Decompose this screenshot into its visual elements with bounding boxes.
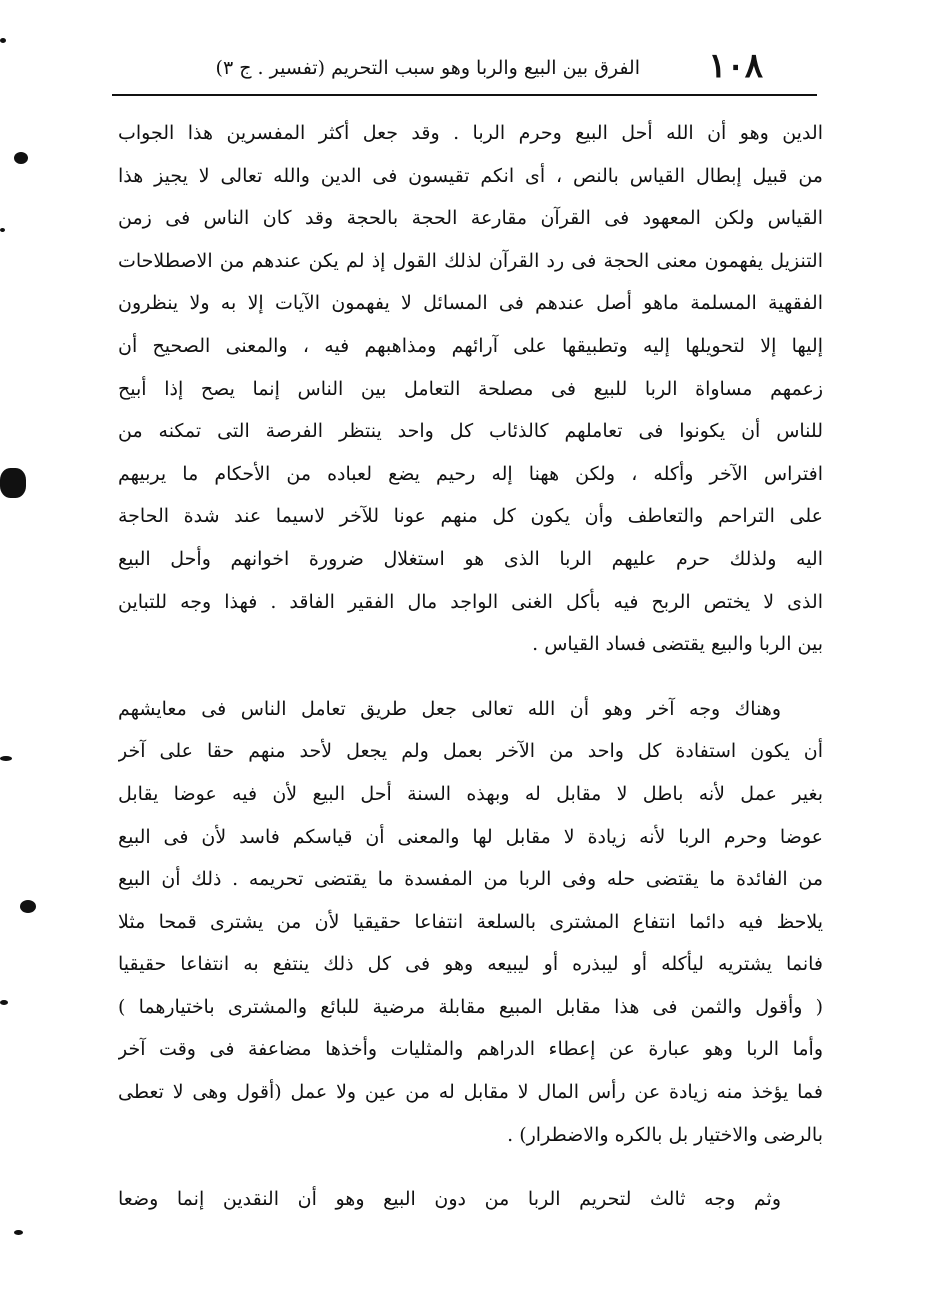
text-line: وهناك وجه آخر وهو أن الله تعالى جعل طريق تعامل الناس فى معايشهم [118,697,781,720]
text-line: الذى لا يختص الربح فيه بأكل الغنى الواجد مال الفقير الفاقد . فهذا وجه للتباين [118,590,823,613]
text-line: ( وأقول والثمن فى هذا مقابل المبيع مقابلة مرضية للبائع والمشترى باختيارهما ) [118,995,823,1018]
header-rule [112,94,817,96]
scan-speck [0,756,12,761]
text-line: إليها إلا لتحويلها إليه وتطبيقها على آرائهم ومذاهبهم فيه ، والمعنى الصحيح أن [118,334,823,357]
scan-speck [0,38,6,43]
paragraph-gap [118,666,823,688]
text-line: التنزيل يفهمون معنى الحجة فى رد القرآن لذلك القول إذ لم يكن عندهم من الاصطلاحات [118,249,823,272]
text-line: وثم وجه ثالث لتحريم الربا من دون البيع وهو أن النقدين إنما وضعا [118,1188,781,1211]
text-line: بالرضى والاختيار بل بالكره والاضطرار) . [507,1123,823,1146]
text-line: يلاحظ فيه دائما انتفاع المشترى بالسلعة انتفاعا حقيقيا لأن من يشترى قمحا مثلا [118,910,823,933]
text-line: بين الربا والبيع يقتضى فساد القياس . [532,633,823,656]
text-line: أن يكون استفادة كل واحد من الآخر بعمل ولم يجعل لأحد منهم حقا على آخر [118,740,823,763]
text-line: بغير عمل لأنه باطل لا مقابل له وبهذه السنة أحل البيع لأن فيه عوضا يقابل [118,782,823,805]
page-number: ١٠٨ [708,46,763,86]
text-line: الدين وهو أن الله أحل البيع وحرم الربا . وقد جعل أكثر المفسرين هذا الجواب [118,122,823,144]
text-line: افتراس الآخر وأكله ، ولكن ههنا إله رحيم يضع لعباده من الأحكام ما يربيهم [118,462,823,485]
text-line: الفقهية المسلمة ماهو أصل عندهم فى المسائل لا يفهمون الآيات إلا به ولا ينظرون [118,292,823,315]
paragraph-3 [118,1178,823,1221]
scan-speck [0,228,5,232]
running-title: الفرق بين البيع والربا وهو سبب التحريم (تفسير . ج ٣) [215,57,640,79]
scan-speck [20,900,36,913]
body-text [118,112,823,1221]
scan-speck [0,468,26,498]
scan-speck [14,152,28,164]
text-line: فما يؤخذ منه زيادة عن رأس المال لا مقابل له من عين ولا عمل (أقول وهى لا تعطى [118,1081,823,1104]
page-header [110,46,815,92]
text-line: القياس ولكن المعهود فى القرآن مقارعة الحجة بالحجة وقد كان الناس فى زمن [118,207,823,230]
scan-speck [0,1000,8,1005]
text-line: وأما الربا وهو عبارة عن إعطاء الدراهم والمثليات وأخذها مضاعفة فى وقت آخر [118,1038,823,1061]
text-line: من الفائدة ما يقتضى حله وفى الربا من المفسدة ما يقتضى تحريمه . ذلك أن البيع [118,868,823,891]
text-line: للناس أن يكونوا فى تعاملهم كالذئاب كل واحد ينتظر الفرصة التى تمكنه من [118,420,823,443]
text-line: على التراحم والتعاطف وأن يكون كل منهم عونا للآخر لاسيما عند شدة الحاجة [118,505,823,528]
text-line: من قبيل إبطال القياس بالنص ، أى انكم تقيسون فى الدين والله تعالى لا يجيز هذا [118,164,823,187]
text-line: فانما يشتريه ليأكله أو ليبذره أو ليبيعه وهو فى كل ذلك ينتفع به انتفاعا حقيقيا [118,953,823,976]
text-line: زعمهم مساواة الربا للبيع فى مصلحة التعامل بين الناس إنما يصح إذا أبيح [118,377,823,400]
scan-speck [14,1230,23,1235]
paragraph-2 [118,688,823,1157]
text-line: عوضا وحرم الربا لأنه زيادة لا مقابل لها والمعنى أن قياسكم فاسد لأن فى البيع [118,825,823,848]
text-line: اليه ولذلك حرم عليهم الربا الذى هو استغلال ضرورة اخوانهم وأحل البيع [118,547,823,570]
paragraph-1 [118,112,823,666]
paragraph-gap [118,1156,823,1178]
